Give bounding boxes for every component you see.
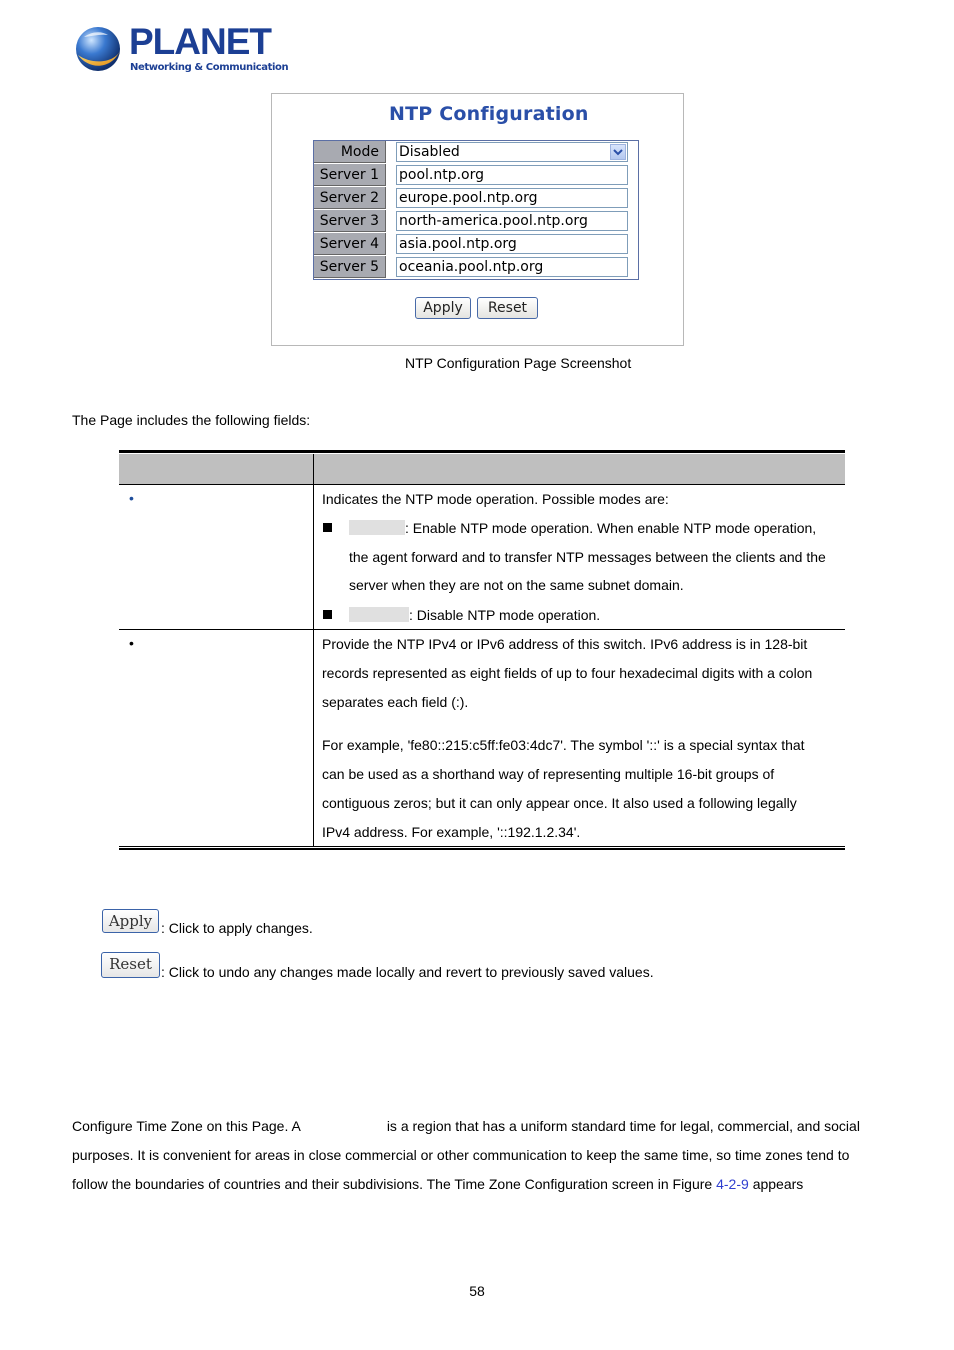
server-2-label: Server 2 (314, 187, 386, 209)
figure-caption: NTP Configuration Page Screenshot (405, 355, 632, 371)
server-5-input[interactable]: oceania.pool.ntp.org (396, 257, 628, 277)
chevron-down-icon[interactable] (610, 144, 626, 160)
globe-icon (74, 25, 122, 73)
mode-row (314, 141, 638, 164)
intro-text: The Page includes the following fields: (72, 412, 311, 428)
server-desc-line-6: contiguous zeros; but it can only appear once. It also used a following legally (322, 795, 797, 811)
table-header (119, 454, 845, 485)
apply-button[interactable]: Apply (415, 297, 471, 319)
server-3-input[interactable]: north-america.pool.ntp.org (396, 211, 628, 231)
server-5-row (314, 256, 638, 279)
reset-help-text: : Click to undo any changes made locally and revert to previously saved values. (161, 964, 654, 980)
mode-label: Mode (314, 141, 386, 163)
server-3-row (314, 210, 638, 233)
server-desc-line-5: can be used as a shorthand way of representing multiple 16-bit groups of (322, 766, 775, 782)
table-bottom-rule (119, 846, 845, 850)
mode-description: Indicates the NTP mode operation. Possible modes are: (322, 491, 669, 507)
reset-button-sample[interactable]: Reset (101, 952, 160, 978)
server-4-row (314, 233, 638, 256)
server-desc-line-3: separates each field (:). (322, 694, 469, 710)
server-4-label: Server 4 (314, 233, 386, 255)
server-1-input[interactable]: pool.ntp.org (396, 165, 628, 185)
server-4-input[interactable]: asia.pool.ntp.org (396, 234, 628, 254)
column-divider (313, 484, 314, 629)
reset-button[interactable]: Reset (477, 297, 538, 319)
mode-enabled-line-2: the agent forward and to transfer NTP messages between the clients and the (349, 549, 826, 565)
server-1-label: Server 1 (314, 164, 386, 186)
mode-enabled-line-1: : Enable NTP mode operation. When enable NTP mode operation, (349, 514, 816, 543)
server-desc-line-4: For example, 'fe80::215:c5ff:fe03:4dc7'. The symbol '::' is a special syntax that (322, 737, 805, 753)
logo-tagline: Networking & Communication (130, 62, 289, 73)
mode-bullet: • (129, 490, 134, 506)
server-2-row (314, 187, 638, 210)
column-divider (313, 630, 314, 846)
square-bullet-icon (323, 523, 332, 532)
server-3-label: Server 3 (314, 210, 386, 232)
mode-select[interactable] (396, 142, 628, 162)
figure-link[interactable]: 4-2-9 (716, 1176, 749, 1192)
apply-button-sample[interactable]: Apply (102, 909, 159, 933)
mode-enabled-line-3: server when they are not on the same subnet domain. (349, 577, 684, 593)
server-desc-line-1: Provide the NTP IPv4 or IPv6 address of this switch. IPv6 address is in 128-bit (322, 636, 808, 652)
server-bullet: • (129, 635, 134, 651)
ntp-config-panel (271, 93, 684, 346)
server-desc-line-2: records represented as eight fields of up to four hexadecimal digits with a colon (322, 665, 813, 681)
paragraph-line-3: follow the boundaries of countries and their subdivisions. The Time Zone Configuration screen in Figure 4-2-9 appears (72, 1176, 804, 1192)
panel-title: NTP Configuration (389, 103, 589, 125)
timezone-paragraph (72, 1112, 882, 1199)
server-1-row (314, 164, 638, 187)
server-desc-line-7: IPv4 address. For example, '::192.1.2.34'. (322, 824, 581, 840)
paragraph-line-1: Configure Time Zone on this Page. A is a region that has a uniform standard time for legal, commercial, and social (72, 1118, 860, 1134)
mode-select-value: Disabled (399, 144, 460, 160)
page-number: 58 (469, 1283, 485, 1299)
planet-logo (72, 21, 289, 78)
apply-help-text: : Click to apply changes. (161, 920, 313, 936)
paragraph-line-2: purposes. It is convenient for areas in close commercial or other communication to keep the same time, so time zones tend to (72, 1147, 850, 1163)
server-2-input[interactable]: europe.pool.ntp.org (396, 188, 628, 208)
ntp-config-table (313, 140, 639, 280)
square-bullet-icon (323, 610, 332, 619)
header-divider (313, 454, 314, 484)
mode-disabled-line: : Disable NTP mode operation. (349, 601, 600, 630)
table-top-rule (119, 450, 845, 453)
server-5-label: Server 5 (314, 256, 386, 278)
logo-wordmark: PLANET (129, 21, 271, 62)
